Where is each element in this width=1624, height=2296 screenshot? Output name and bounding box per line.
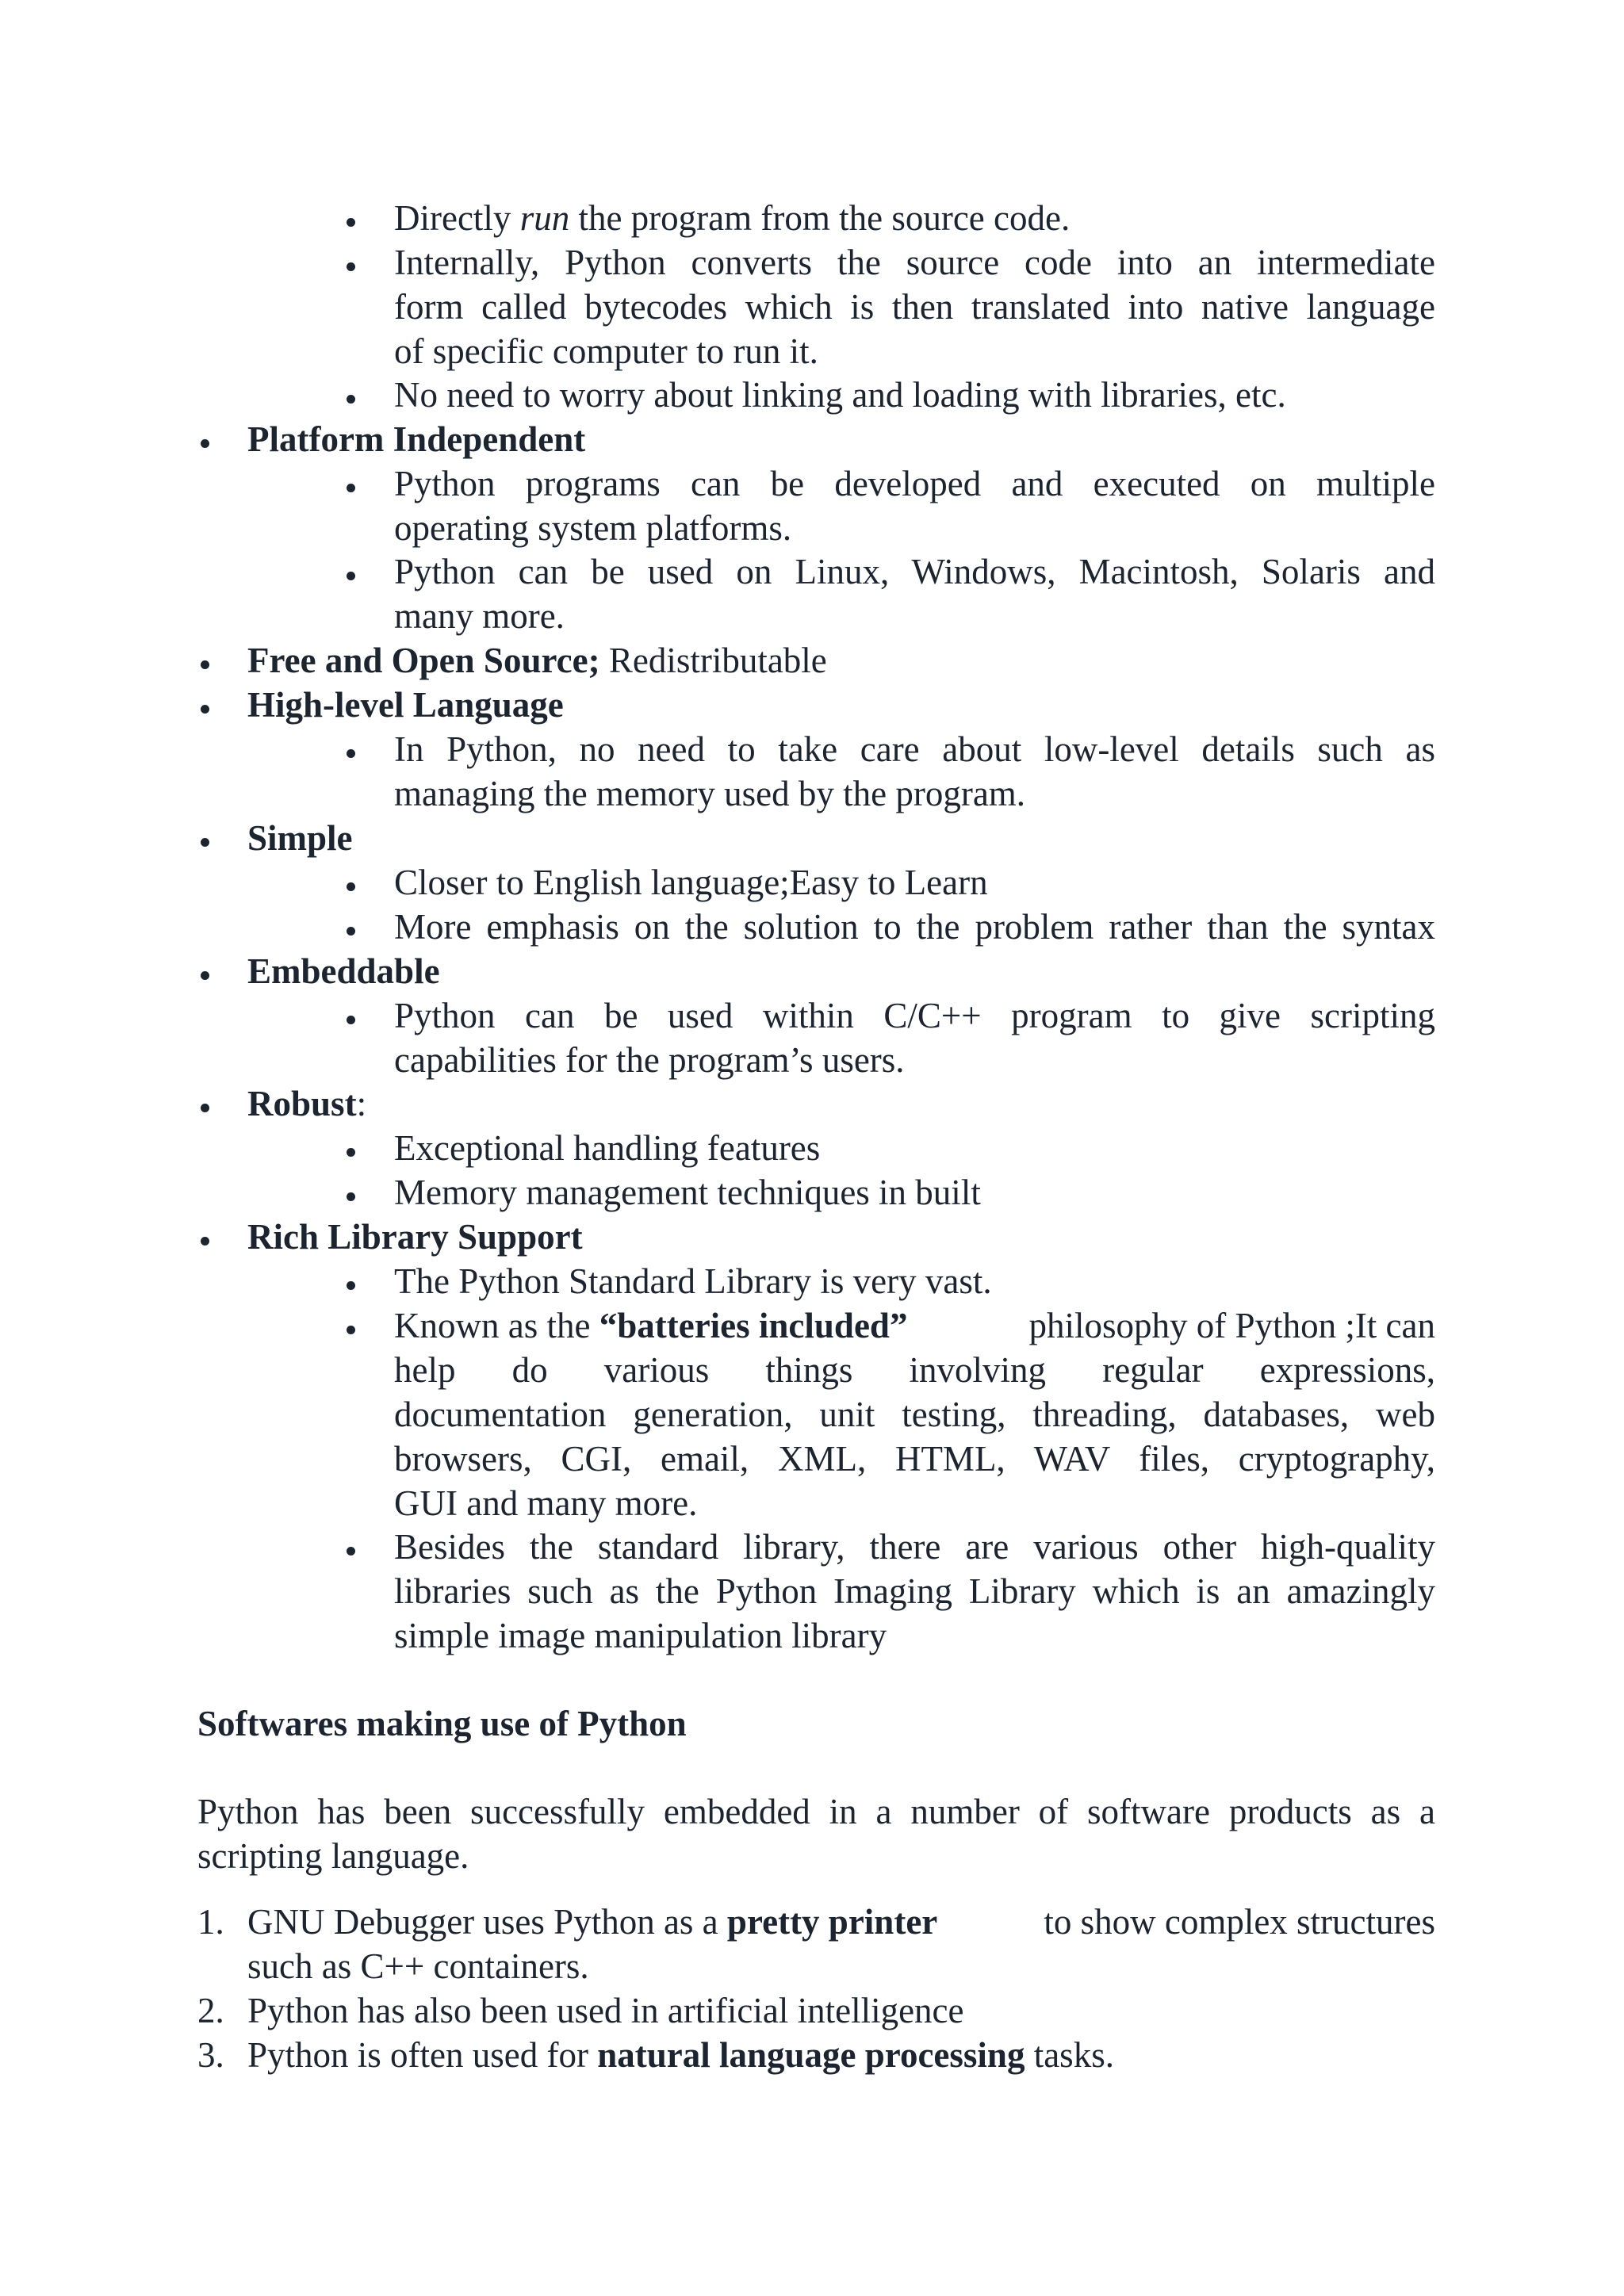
highlevel-item-line-2: managing the memory used by the program. — [394, 774, 1026, 813]
bullet-icon — [347, 927, 355, 936]
bullet-icon — [347, 1326, 355, 1334]
simple-item-2: More emphasis on the solution to the problem rather than the syntax — [394, 907, 1435, 947]
bullet-icon — [347, 395, 355, 404]
list-number-3: 3. — [197, 2035, 224, 2075]
simple-item-1: Closer to English language;Easy to Learn — [394, 863, 988, 902]
section-paragraph-line-2: scripting language. — [197, 1836, 469, 1876]
bullet-icon — [201, 1104, 209, 1112]
bullet-icon — [347, 882, 355, 891]
list-item-2: Python has also been used in artificial intelligence — [247, 1991, 964, 2030]
bullet-icon — [347, 262, 355, 271]
robust-item-2: Memory management techniques in built — [394, 1173, 981, 1212]
library-item-2-line-1: Known as the “batteries included” philosophy of Python ;It can — [394, 1306, 1435, 1345]
bullet-icon — [347, 218, 355, 227]
library-item-2-line-5: GUI and many more. — [394, 1483, 698, 1523]
feature-title-free: Free and Open Source; Redistributable — [247, 641, 827, 680]
library-item-3-line-3: simple image manipulation library — [394, 1616, 887, 1655]
section-heading: Softwares making use of Python — [197, 1704, 687, 1743]
list-number-1: 1. — [197, 1902, 224, 1942]
list-number-2: 2. — [197, 1991, 224, 2030]
section-paragraph-line-1: Python has been successfully embedded in a number of software products as a — [197, 1792, 1435, 1831]
platform-item-2-line-2: many more. — [394, 596, 565, 636]
feature-title-platform: Platform Independent — [247, 419, 586, 459]
platform-item-2-line-1: Python can be used on Linux, Windows, Macintosh, Solaris and — [394, 552, 1435, 591]
embeddable-item-line-1: Python can be used within C/C++ program to give scripting — [394, 996, 1435, 1035]
embeddable-item-line-2: capabilities for the program’s users. — [394, 1040, 905, 1080]
intro-item-bytecode-line-2: form called bytecodes which is then translated into native language — [394, 287, 1435, 327]
bullet-icon — [347, 1148, 355, 1157]
intro-item-run: Directly run the program from the source code. — [394, 198, 1071, 238]
bullet-icon — [347, 484, 355, 492]
bullet-icon — [201, 439, 209, 448]
list-item-3: Python is often used for natural language processing tasks. — [247, 2035, 1114, 2075]
bullet-icon — [347, 749, 355, 758]
feature-title-library: Rich Library Support — [247, 1217, 583, 1257]
list-item-1-line-2: such as C++ containers. — [247, 1946, 589, 1986]
feature-title-embeddable: Embeddable — [247, 951, 440, 991]
intro-item-linking: No need to worry about linking and loading with libraries, etc. — [394, 375, 1286, 415]
bullet-icon — [347, 1192, 355, 1201]
library-item-2-line-2: help do various things involving regular expressions, — [394, 1350, 1435, 1390]
feature-title-highlevel: High-level Language — [247, 685, 564, 725]
library-item-1: The Python Standard Library is very vast. — [394, 1261, 992, 1301]
library-item-3-line-2: libraries such as the Python Imaging Library which is an amazingly — [394, 1571, 1435, 1611]
bullet-icon — [347, 1281, 355, 1290]
bullet-icon — [201, 838, 209, 847]
feature-title-robust: Robust: — [247, 1084, 367, 1123]
bullet-icon — [201, 660, 209, 669]
feature-title-simple: Simple — [247, 818, 353, 858]
library-item-2-line-3: documentation generation, unit testing, threading, databases, web — [394, 1395, 1435, 1434]
robust-item-1: Exceptional handling features — [394, 1128, 821, 1168]
bullet-icon — [347, 1016, 355, 1024]
intro-item-bytecode-line-1: Internally, Python converts the source code into an intermediate — [394, 243, 1435, 282]
bullet-icon — [347, 1547, 355, 1556]
platform-item-1-line-1: Python programs can be developed and executed on multiple — [394, 464, 1435, 503]
platform-item-1-line-2: operating system platforms. — [394, 508, 792, 548]
library-item-3-line-1: Besides the standard library, there are various other high-quality — [394, 1527, 1435, 1567]
bullet-icon — [201, 971, 209, 980]
bullet-icon — [201, 1237, 209, 1246]
highlevel-item-line-1: In Python, no need to take care about low-level details such as — [394, 729, 1435, 769]
library-item-2-line-4: browsers, CGI, email, XML, HTML, WAV files, cryptography, — [394, 1439, 1435, 1479]
list-item-1-line-1: GNU Debugger uses Python as a pretty printer to show complex structures — [247, 1902, 1435, 1942]
bullet-icon — [347, 572, 355, 580]
bullet-icon — [201, 705, 209, 714]
intro-item-bytecode-line-3: of specific computer to run it. — [394, 331, 818, 371]
